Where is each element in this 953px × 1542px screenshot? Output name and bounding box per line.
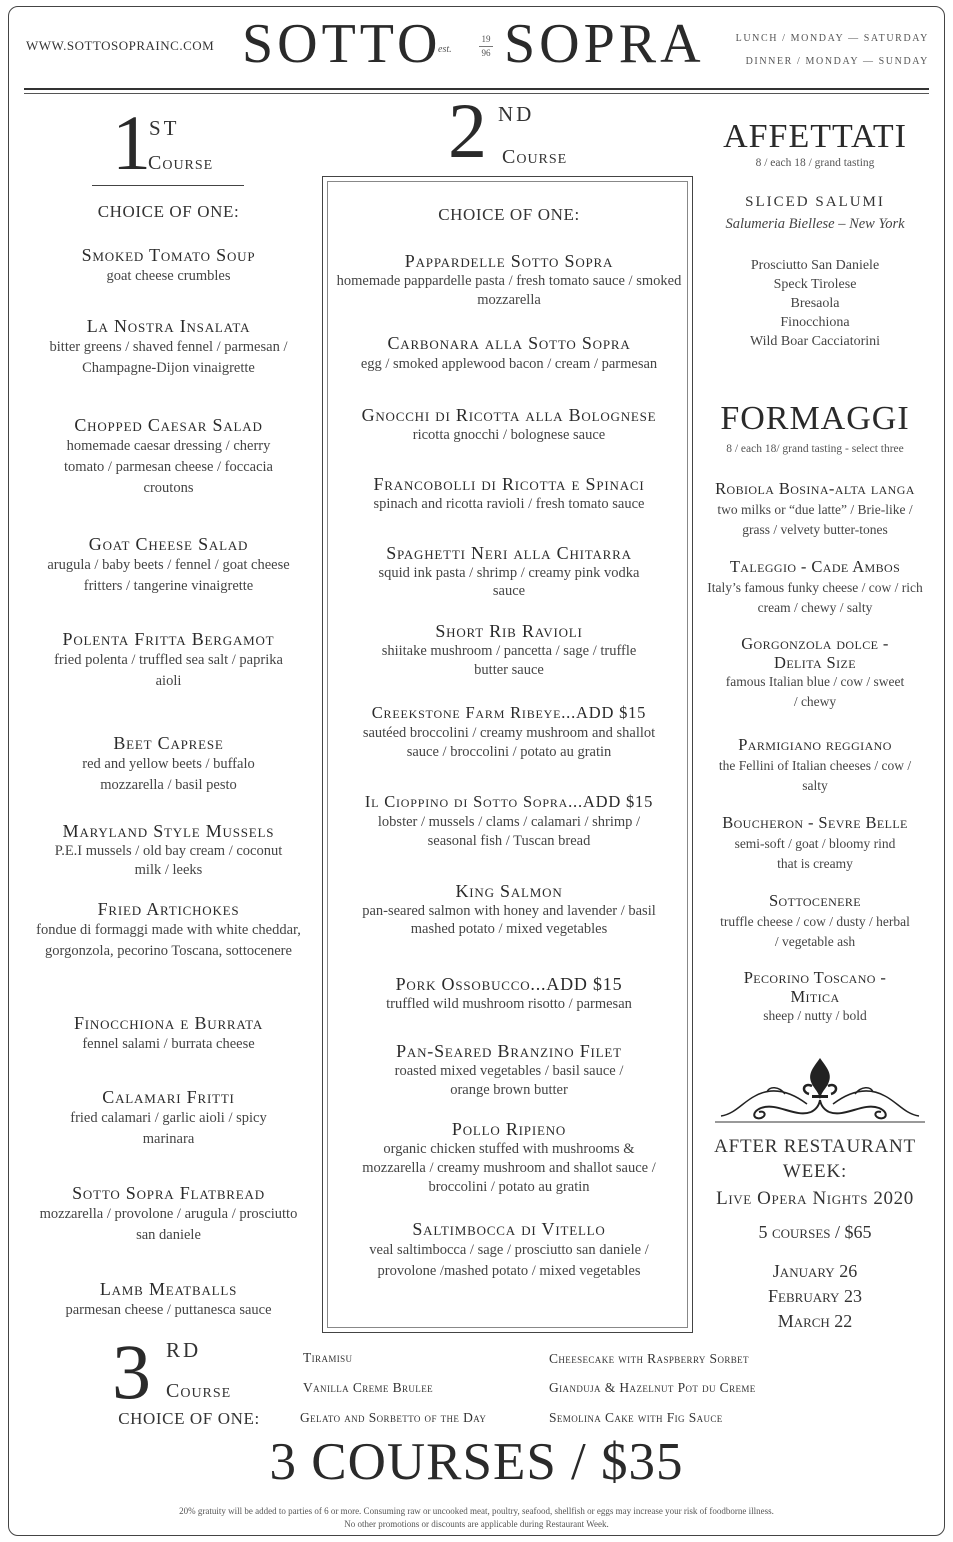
list-item: Cheesecake with Raspberry Sorbet <box>549 1351 749 1366</box>
list-item: Maryland Style Mussels P.E.I mussels / old bay cream / coconut milk / leeks <box>54 821 283 878</box>
list-item: Sottocenere truffle cheese / cow / dusty / herbal / vegetable ash <box>720 891 910 949</box>
salumi-list <box>697 256 933 351</box>
list-item: Creekstone Farm Ribeye...ADD $15 sautéed broccolini / creamy mushroom and shallot sauce / broccolini / potato au gratin <box>362 703 656 760</box>
opera-nights-title: Live Opera Nights 2020 <box>716 1188 914 1209</box>
list-item: Goat Cheese Salad arugula / baby beets / fennel / goat cheese fritters / tangerine vinaigrette <box>47 534 290 594</box>
list-item: Lamb Meatballs parmesan cheese / puttanesca sauce <box>65 1279 272 1318</box>
logo-word-left: SOTTO <box>242 13 442 75</box>
list-item: Taleggio - Cade Ambos Italy’s famous funky cheese / cow / rich cream / chewy / salty <box>707 557 923 615</box>
logo-year: 19 96 <box>478 33 494 60</box>
list-item: Pecorino Toscano - Mitica sheep / nutty / bold <box>743 968 887 1023</box>
list-item: January 26 <box>772 1261 858 1281</box>
list-item: Finocchiona e Burrata fennel salami / burrata cheese <box>73 1013 264 1052</box>
list-item: Carbonara alla Sotto Sopra egg / smoked applewood bacon / cream / parmesan <box>360 333 658 372</box>
list-item: Bresaola <box>790 296 840 311</box>
list-item: Spaghetti Neri alla Chitarra squid ink pasta / shrimp / creamy pink vodka sauce <box>378 543 640 599</box>
list-item: Gnocchi di Ricotta alla Bolognese ricotta gnocchi / bolognese sauce <box>361 405 657 443</box>
course3-word: Course <box>166 1380 232 1402</box>
after-week-heading: AFTER RESTAURANT WEEK: <box>714 1136 916 1182</box>
course1-word: Course <box>148 152 214 174</box>
list-item: Fried Artichokes fondue di formaggi made with white cheddar, gorgonzola, pecorino Toscana, sottocenere <box>36 899 301 959</box>
list-item: Short Rib Ravioli shiitake mushroom / pancetta / sage / truffle butter sauce <box>381 621 637 678</box>
list-item: March 22 <box>777 1311 853 1331</box>
list-item: Gelato and Sorbetto of the Day <box>300 1410 487 1425</box>
list-item: Semolina Cake with Fig Sauce <box>549 1410 723 1425</box>
course3-suffix: RD <box>166 1338 202 1362</box>
list-item: Chopped Caesar Salad homemade caesar dressing / cherry tomato / parmesan cheese / foccacia croutons <box>64 415 273 496</box>
affettati-title: AFFETTATI <box>723 118 907 155</box>
course3-number: 3 <box>112 1328 151 1415</box>
list-item: Pollo Ripieno organic chicken stuffed with mushrooms & mozzarella / creamy mushroom and shallot sauce / broccolini / potato au gratin <box>362 1119 656 1195</box>
list-item: Pork Ossobucco...ADD $15 truffled wild mushroom risotto / parmesan <box>386 974 632 1012</box>
course2-word: Course <box>502 146 568 168</box>
formaggi-price: 8 / each 18/ grand tasting - select three <box>726 443 904 455</box>
list-item: Smoked Tomato Soup goat cheese crumbles <box>81 245 256 284</box>
list-item: Pappardelle Sotto Sopra homemade pappardelle pasta / fresh tomato sauce / smoked mozzarella <box>336 251 682 308</box>
list-item: Pan-Seared Branzino Filet roasted mixed vegetables / basil sauce / orange brown butter <box>394 1041 624 1098</box>
prix-fixe-price: 3 COURSES / $35 <box>269 1433 684 1491</box>
opera-nights-price: 5 courses / $65 <box>758 1222 872 1242</box>
website-link[interactable]: WWW.SOTTOSOPRAINC.COM <box>26 38 215 53</box>
course1-list <box>26 0 311 1542</box>
list-item: Boucheron - Sevre Belle semi-soft / goat / bloomy rind that is creamy <box>722 813 908 871</box>
list-item: Robiola Bosina-alta langa two milks or “due latte” / Brie-like / grass / velvety butter-tones <box>715 479 915 537</box>
logo-est: est. <box>438 44 452 55</box>
list-item: Gorgonzola dolce - Delita Size famous Italian blue / cow / sweet / chewy <box>725 634 905 709</box>
affettati-price: 8 / each 18 / grand tasting <box>755 157 875 169</box>
course1-number: 1 <box>112 99 151 186</box>
list-item: Francobolli di Ricotta e Spinaci spinach and ricotta ravioli / fresh tomato sauce <box>373 474 645 512</box>
hours-lunch: LUNCH / MONDAY — SATURDAY <box>735 33 929 44</box>
list-item: Vanilla Creme Brulee <box>303 1380 433 1395</box>
formaggi-title: FORMAGGI <box>720 400 910 437</box>
list-item: Saltimbocca di Vitello veal saltimbocca / sage / prosciutto san daniele / provolone /mashed potato / mixed vegetables <box>369 1219 649 1279</box>
course1-choice: CHOICE OF ONE: <box>97 202 240 221</box>
list-item: Finocchiona <box>780 315 850 330</box>
list-item: La Nostra Insalata bitter greens / shaved fennel / parmesan / Champagne-Dijon vinaigrette <box>49 316 288 376</box>
list-item: Calamari Fritti fried calamari / garlic aioli / spicy marinara <box>70 1087 267 1147</box>
list-item: Speck Tirolese <box>773 277 857 292</box>
footnote: 20% gratuity will be added to parties of 6 or more. Consuming raw or uncooked meat, poultry, seafood, shellfish or eggs may increase your risk of foodborne illness. No other promotions or discounts are applicable during Restaurant Week. <box>179 1506 774 1529</box>
list-item: Wild Boar Cacciatorini <box>749 334 881 349</box>
list-item: King Salmon pan-seared salmon with honey and lavender / basil mashed potato / mixed vegetables <box>362 881 656 937</box>
list-item: Sotto Sopra Flatbread mozzarella / provolone / arugula / prosciutto san daniele <box>39 1183 298 1243</box>
course2-suffix: ND <box>498 102 535 126</box>
list-item: Beet Caprese red and yellow beets / buffalo mozzarella / basil pesto <box>82 733 255 793</box>
list-item: Prosciutto San Daniele <box>750 258 880 273</box>
list-item: Tiramisu <box>303 1350 353 1365</box>
hours-dinner: DINNER / MONDAY — SUNDAY <box>745 56 929 67</box>
course2-number: 2 <box>448 87 487 174</box>
course2-choice: CHOICE OF ONE: <box>438 205 580 224</box>
affettati-subtitle: SLICED SALUMI <box>745 194 885 210</box>
list-item: February 23 <box>768 1286 862 1306</box>
list-item: Polenta Fritta Bergamot fried polenta / truffled sea salt / paprika aioli <box>54 629 283 689</box>
course2-list <box>326 0 692 1542</box>
course3-choice: CHOICE OF ONE: <box>118 1409 260 1428</box>
list-item: Gianduja & Hazelnut Pot du Creme <box>549 1380 756 1395</box>
logo-word-right: SOPRA <box>504 13 705 75</box>
affettati-supplier: Salumeria Biellese – New York <box>725 216 905 232</box>
opera-dates <box>697 1259 933 1334</box>
list-item: Il Cioppino di Sotto Sopra...ADD $15 lobster / mussels / clams / calamari / shrimp / seasonal fish / Tuscan bread <box>364 792 654 849</box>
list-item: Parmigiano reggiano the Fellini of Italian cheeses / cow / salty <box>718 735 912 793</box>
course1-suffix: ST <box>149 116 180 140</box>
fleur-de-lis-ornament-icon <box>715 1052 925 1128</box>
